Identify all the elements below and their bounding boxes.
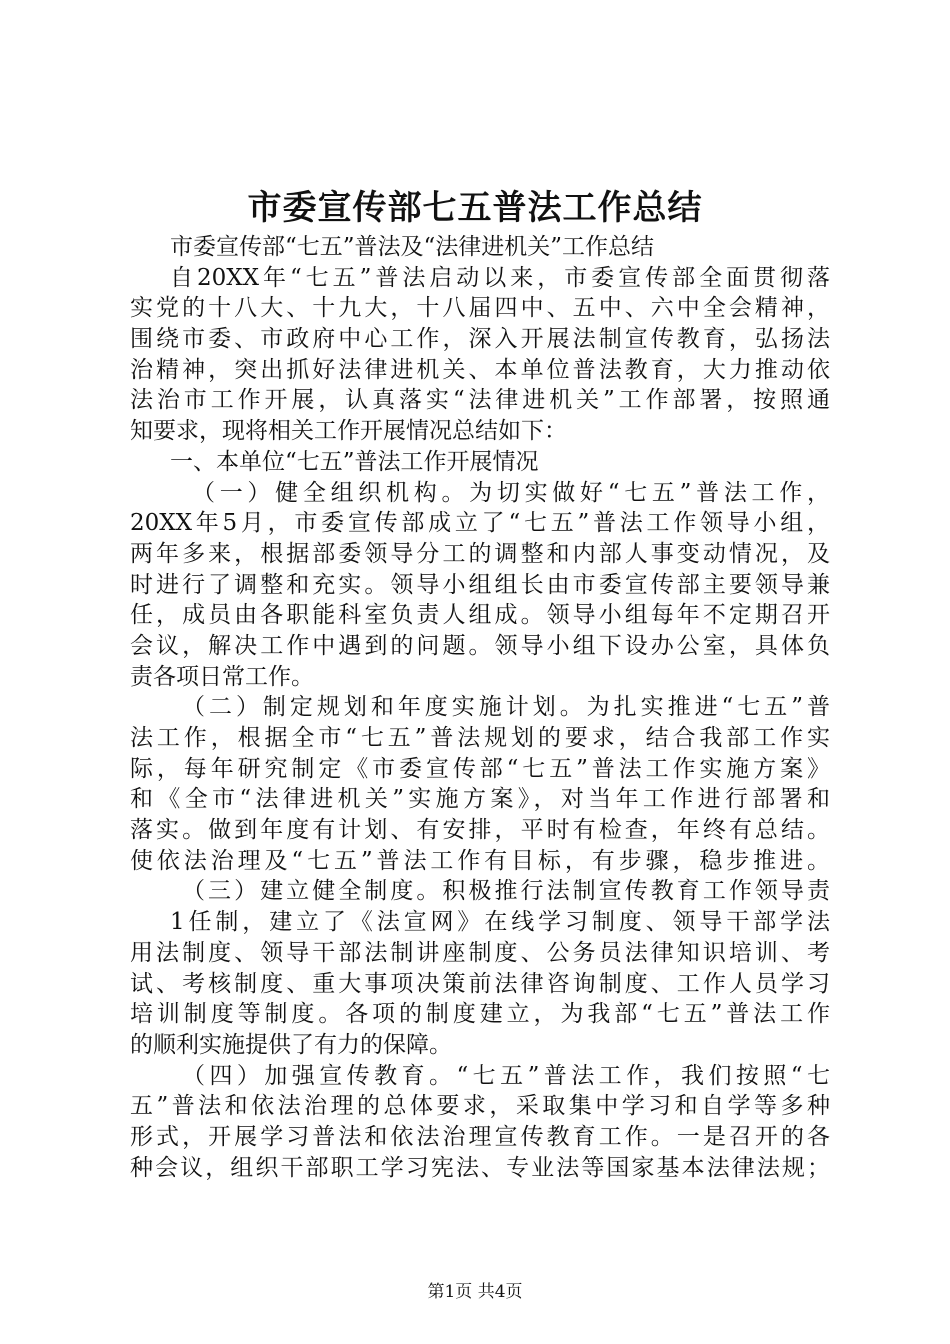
paragraph-line: （四）加强宣传教育。“七五”普法工作，我们按照“七 — [182, 1062, 830, 1089]
document-title: 市委宣传部七五普法工作总结 — [247, 188, 703, 228]
paragraph-line: 法治市工作开展，认真落实“法律进机关”工作部署，按照通 — [130, 387, 830, 414]
document-body — [130, 232, 830, 1183]
paragraph-line: 责各项日常工作。 — [130, 663, 314, 690]
paragraph-line: 和《全市“法律进机关”实施方案》，对当年工作进行部署和 — [130, 786, 830, 813]
paragraph-line: 会议，解决工作中遇到的问题。领导小组下设办公室，具体负 — [130, 632, 830, 659]
paragraph-line: 任，成员由各职能科室负责人组成。领导小组每年不定期召开 — [130, 602, 830, 629]
paragraph-line: 知要求，现将相关工作开展情况总结如下： — [130, 418, 567, 445]
paragraph-line: 自20XX年“七五”普法启动以来，市委宣传部全面贯彻落 — [170, 264, 830, 291]
paragraph-line: （二）制定规划和年度实施计划。为扎实推进“七五”普 — [182, 694, 830, 721]
paragraph-line: 用法制度、领导干部法制讲座制度、公务员法律知识培训、考 — [130, 939, 830, 966]
paragraph-line: （一）健全组织机构。为切实做好“七五”普法工作， — [192, 479, 830, 506]
paragraph-line: 落实。做到年度有计划、有安排，平时有检查，年终有总结。 — [130, 817, 830, 844]
paragraph-line: 试、考核制度、重大事项决策前法律咨询制度、工作人员学习 — [130, 970, 830, 997]
paragraph-line: 实党的十八大、十九大，十八届四中、五中、六中全会精神， — [130, 295, 830, 322]
paragraph-line: 法工作，根据全市“七五”普法规划的要求，结合我部工作实 — [130, 725, 830, 751]
paragraph-line: 1任制，建立了《法宣网》在线学习制度、领导干部学法 — [170, 909, 830, 936]
paragraph-line: （三）建立健全制度。积极推行法制宣传教育工作领导责 — [182, 878, 830, 905]
paragraph-line: 际，每年研究制定《市委宣传部“七五”普法工作实施方案》 — [130, 755, 830, 782]
paragraph-line: 时进行了调整和充实。领导小组组长由市委宣传部主要领导兼 — [130, 571, 830, 598]
paragraph-line: 的顺利实施提供了有力的保障。 — [130, 1031, 452, 1058]
paragraph-line: 两年多来，根据部委领导分工的调整和内部人事变动情况，及 — [130, 540, 830, 567]
paragraph-line: 五”普法和依法治理的总体要求，采取集中学习和自学等多种 — [130, 1093, 830, 1120]
paragraph-line: 使依法治理及“七五”普法工作有目标，有步骤，稳步推进。 — [130, 847, 830, 874]
paragraph-line: 种会议，组织干部职工学习宪法、专业法等国家基本法律法规； — [130, 1154, 830, 1181]
paragraph-line: 20XX年5月，市委宣传部成立了“七五”普法工作领导小组， — [130, 510, 830, 537]
subtitle-line: 市委宣传部“七五”普法及“法律进机关”工作总结 — [170, 234, 655, 260]
paragraph-line: 治精神，突出抓好法律进机关、本单位普法教育，大力推动依 — [130, 356, 830, 383]
paragraph-line: 形式，开展学习普法和依法治理宣传教育工作。一是召开的各 — [130, 1123, 830, 1150]
paragraph-line: 培训制度等制度。各项的制度建立，为我部“七五”普法工作 — [130, 1001, 830, 1028]
page-footer: 第1页 共4页 — [427, 1282, 523, 1302]
paragraph-line: 围绕市委、市政府中心工作，深入开展法制宣传教育，弘扬法 — [130, 326, 830, 353]
section-heading: 一、本单位“七五”普法工作开展情况 — [170, 448, 539, 475]
